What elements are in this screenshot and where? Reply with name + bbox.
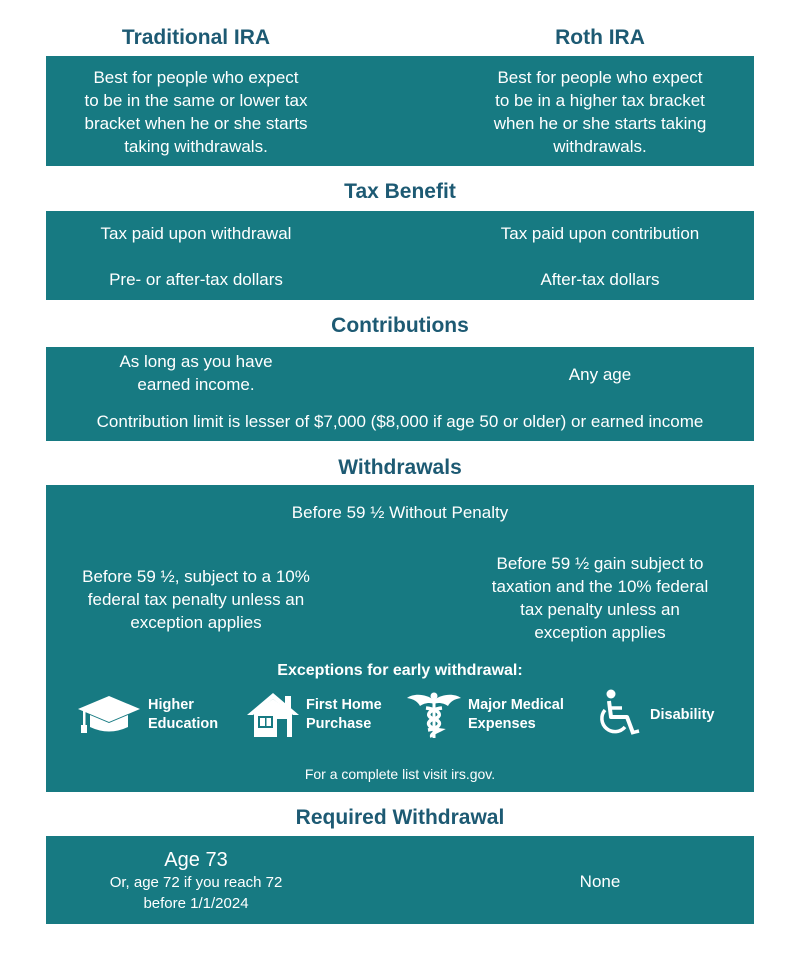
- roth-overview: [446, 66, 754, 158]
- shared-penalty-line: Before 59 ½ Without Penalty: [291, 503, 509, 522]
- roth-withdrawal-line: exception applies: [534, 623, 666, 642]
- roth-withdrawal: [446, 552, 754, 644]
- traditional-overview: [46, 66, 346, 158]
- traditional-contribution-line: As long as you have: [119, 352, 273, 371]
- roth-contribution: Any age: [568, 365, 632, 384]
- exceptions-title: Exceptions for early withdrawal:: [277, 662, 523, 679]
- roth-withdrawal-line: taxation and the 10% federal: [491, 577, 709, 596]
- exception-label-line: Major Medical: [468, 697, 564, 713]
- exception-label-line: Expenses: [468, 716, 536, 732]
- required-age: Age 73: [164, 849, 228, 871]
- overview-box: [46, 56, 754, 166]
- graduation-cap-icon: [76, 692, 142, 738]
- exception-label-line: Higher: [148, 697, 194, 713]
- roth-ira-heading: Roth IRA: [555, 26, 645, 49]
- roth-overview-line: Best for people who expect: [497, 68, 703, 87]
- required-note-line: Or, age 72 if you reach 72: [109, 874, 283, 891]
- traditional-withdrawal-line: federal tax penalty unless an: [87, 590, 305, 609]
- exception-label: [650, 706, 714, 725]
- roth-withdrawal-line: Before 59 ½ gain subject to: [496, 554, 704, 573]
- caduceus-icon: [406, 690, 462, 740]
- traditional-dollars: Pre- or after-tax dollars: [109, 270, 283, 289]
- roth-overview-line: when he or she starts taking: [493, 114, 707, 133]
- contributions-box: [46, 347, 754, 441]
- contribution-limit: Contribution limit is lesser of $7,000 ($8,000 if age 50 or older) or earned income: [96, 412, 704, 431]
- roth-dollars: After-tax dollars: [540, 270, 660, 289]
- exception-higher-education: [76, 685, 218, 745]
- exception-label-line: Purchase: [306, 716, 372, 732]
- irs-note: For a complete list visit irs.gov.: [304, 766, 496, 782]
- traditional-withdrawal-line: exception applies: [130, 613, 262, 632]
- traditional-overview-line: Best for people who expect: [93, 68, 299, 87]
- roth-overview-line: to be in a higher tax bracket: [495, 91, 705, 110]
- tax-benefit-box: [46, 211, 754, 300]
- exception-first-home: [246, 685, 382, 745]
- traditional-required: [46, 848, 346, 914]
- withdrawals-box: [46, 485, 754, 792]
- tax-benefit-heading: Tax Benefit: [344, 180, 456, 203]
- traditional-tax-paid: Tax paid upon withdrawal: [100, 224, 292, 243]
- traditional-overview-line: bracket when he or she starts: [84, 114, 308, 133]
- house-icon: [246, 691, 300, 739]
- roth-tax-paid: Tax paid upon contribution: [500, 224, 700, 243]
- exception-label: [306, 696, 382, 734]
- exception-label-line: Disability: [650, 706, 715, 723]
- required-note-line: before 1/1/2024: [143, 895, 249, 912]
- traditional-ira-heading: Traditional IRA: [121, 26, 271, 49]
- roth-required: None: [579, 872, 621, 891]
- exception-label: [148, 696, 218, 734]
- traditional-withdrawal: [46, 565, 346, 634]
- roth-overview-line: withdrawals.: [553, 137, 647, 156]
- exception-disability: [594, 685, 714, 745]
- exception-label: [468, 696, 564, 734]
- traditional-overview-line: to be in the same or lower tax: [84, 91, 308, 110]
- withdrawals-heading: Withdrawals: [338, 456, 462, 479]
- traditional-contribution-line: earned income.: [137, 375, 255, 394]
- exception-medical: [406, 685, 564, 745]
- traditional-contribution: [46, 350, 346, 396]
- required-withdrawal-box: [46, 836, 754, 924]
- exception-label-line: First Home: [306, 697, 382, 713]
- contributions-heading: Contributions: [331, 314, 469, 337]
- traditional-withdrawal-line: Before 59 ½, subject to a 10%: [82, 567, 310, 586]
- required-withdrawal-heading: Required Withdrawal: [295, 806, 505, 829]
- roth-withdrawal-line: tax penalty unless an: [520, 600, 680, 619]
- traditional-overview-line: taking withdrawals.: [124, 137, 268, 156]
- wheelchair-icon: [594, 689, 644, 741]
- exception-label-line: Education: [148, 716, 219, 732]
